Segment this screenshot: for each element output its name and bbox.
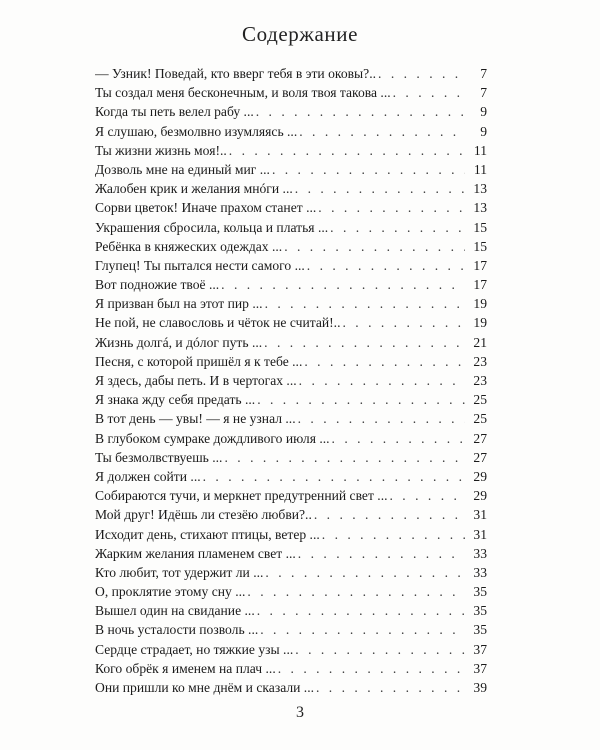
toc-dot-leader bbox=[256, 102, 465, 121]
toc-entry bbox=[95, 256, 487, 275]
toc-entry-title: Глупец! Ты пытался нести самого ... bbox=[95, 257, 305, 273]
toc-entry-title: Вышел один на свидание ... bbox=[95, 603, 255, 619]
toc-entry-title: Кого обрёк я именем на плач ... bbox=[95, 660, 276, 676]
toc-entry bbox=[95, 83, 487, 102]
toc-dot-leader bbox=[322, 525, 465, 544]
toc-entry-page: 39 bbox=[473, 680, 487, 695]
toc-dot-leader bbox=[390, 486, 466, 505]
toc-entry-page: 11 bbox=[473, 142, 487, 158]
toc-entry bbox=[95, 333, 487, 352]
toc-dot-leader bbox=[316, 678, 465, 697]
toc-dot-leader bbox=[221, 275, 465, 294]
toc-entry bbox=[95, 640, 487, 659]
toc-entry bbox=[95, 313, 487, 332]
toc-entry bbox=[95, 294, 487, 313]
toc-entry-page: 25 bbox=[473, 392, 487, 408]
toc-dot-leader bbox=[247, 582, 465, 601]
toc-entry bbox=[95, 544, 487, 563]
toc-entry-title: О, проклятие этому сну ... bbox=[95, 584, 246, 600]
toc-dot-leader bbox=[342, 313, 465, 332]
toc-entry bbox=[95, 352, 487, 371]
toc-entry-title: Вот подножие твоё ... bbox=[95, 277, 220, 293]
toc-dot-leader bbox=[298, 544, 465, 563]
toc-entry-page: 19 bbox=[473, 315, 487, 331]
toc-entry-title: Я знака жду себя предать ... bbox=[95, 392, 256, 408]
toc-entry bbox=[95, 601, 487, 620]
toc-entry bbox=[95, 563, 487, 582]
toc-dot-leader bbox=[257, 390, 465, 409]
page-title: Содержание bbox=[241, 22, 359, 46]
toc-entry-page: 19 bbox=[473, 296, 487, 312]
table-of-contents bbox=[95, 64, 487, 697]
toc-entry bbox=[95, 198, 487, 217]
toc-entry-title: Ты жизни жизнь моя!.. bbox=[95, 142, 227, 158]
toc-dot-leader bbox=[299, 371, 465, 390]
toc-dot-leader bbox=[203, 467, 465, 486]
toc-dot-leader bbox=[304, 352, 465, 371]
toc-dot-leader bbox=[299, 122, 465, 141]
toc-entry bbox=[95, 102, 487, 121]
toc-entry-page: 35 bbox=[473, 622, 487, 638]
page-number: 3 bbox=[296, 704, 304, 721]
toc-entry bbox=[95, 237, 487, 256]
toc-entry bbox=[95, 448, 487, 467]
toc-entry-title: Ребёнка в княжеских одеждах ... bbox=[95, 238, 283, 254]
toc-entry-page: 17 bbox=[473, 277, 487, 293]
toc-entry-title: Жарким желания пламенем свет ... bbox=[95, 545, 296, 561]
toc-dot-leader bbox=[229, 141, 465, 160]
toc-entry-title: В ночь усталости позволь ... bbox=[95, 622, 259, 638]
toc-dot-leader bbox=[314, 505, 465, 524]
toc-entry-page: 29 bbox=[473, 468, 487, 484]
toc-entry bbox=[95, 179, 487, 198]
toc-entry bbox=[95, 218, 487, 237]
toc-entry bbox=[95, 486, 487, 505]
toc-entry-title: — Узник! Поведай, кто вверг тебя в эти оковы?.. bbox=[95, 66, 377, 81]
toc-dot-leader bbox=[330, 218, 465, 237]
toc-dot-leader bbox=[224, 448, 465, 467]
toc-entry-page: 13 bbox=[473, 181, 487, 197]
toc-entry-page: 27 bbox=[473, 449, 487, 465]
toc-entry-page: 21 bbox=[473, 334, 487, 350]
toc-entry-title: В глубоком сумраке дождливого июля ... bbox=[95, 430, 330, 446]
toc-dot-leader bbox=[284, 237, 465, 256]
toc-dot-leader bbox=[272, 160, 465, 179]
toc-entry-page: 13 bbox=[473, 200, 487, 216]
toc-entry-page: 37 bbox=[473, 641, 487, 657]
toc-dot-leader bbox=[318, 198, 465, 217]
toc-entry bbox=[95, 390, 487, 409]
toc-entry-page: 27 bbox=[473, 430, 487, 446]
toc-entry bbox=[95, 64, 487, 83]
toc-entry bbox=[95, 160, 487, 179]
toc-entry-page: 33 bbox=[473, 564, 487, 580]
toc-entry bbox=[95, 122, 487, 141]
toc-entry-page: 31 bbox=[473, 507, 487, 523]
toc-entry-page: 31 bbox=[473, 526, 487, 542]
toc-entry bbox=[95, 429, 487, 448]
toc-entry-title: Ты создал меня бесконечным, и воля твоя такова ... bbox=[95, 85, 391, 101]
toc-entry-page: 9 bbox=[480, 104, 487, 120]
toc-entry-page: 15 bbox=[473, 219, 487, 235]
toc-entry bbox=[95, 582, 487, 601]
toc-entry-page: 37 bbox=[473, 660, 487, 676]
toc-entry bbox=[95, 505, 487, 524]
toc-entry bbox=[95, 659, 487, 678]
toc-entry-page: 33 bbox=[473, 545, 487, 561]
toc-entry-page: 29 bbox=[473, 488, 487, 504]
toc-entry bbox=[95, 620, 487, 639]
toc-entry-title: Жалобен крик и желания мнóги ... bbox=[95, 181, 293, 197]
toc-entry-title: Сердце страдает, но тяжкие узы ... bbox=[95, 641, 294, 657]
toc-dot-leader bbox=[265, 294, 465, 313]
toc-entry bbox=[95, 525, 487, 544]
toc-entry-page: 35 bbox=[473, 584, 487, 600]
toc-entry-title: Они пришли ко мне днём и сказали ... bbox=[95, 680, 314, 695]
toc-entry-title: Ты безмолвствуешь ... bbox=[95, 449, 223, 465]
toc-entry-page: 17 bbox=[473, 257, 487, 273]
toc-entry-page: 23 bbox=[473, 353, 487, 369]
toc-entry-title: Украшения сбросила, кольца и платья ... bbox=[95, 219, 329, 235]
toc-dot-leader bbox=[332, 429, 465, 448]
toc-entry-title: Мой друг! Идёшь ли стезёю любви?.. bbox=[95, 507, 312, 523]
toc-entry-title: Когда ты петь велел рабу ... bbox=[95, 104, 254, 120]
toc-entry bbox=[95, 371, 487, 390]
toc-entry-title: Кто любит, тот удержит ли ... bbox=[95, 564, 264, 580]
toc-dot-leader bbox=[295, 179, 465, 198]
toc-dot-leader bbox=[265, 563, 465, 582]
toc-entry-title: Я здесь, дабы петь. И в чертогах ... bbox=[95, 373, 297, 388]
toc-dot-leader bbox=[378, 64, 465, 83]
toc-entry-page: 7 bbox=[480, 66, 487, 81]
toc-entry-page: 25 bbox=[473, 411, 487, 427]
toc-entry-page: 11 bbox=[473, 161, 487, 177]
toc-dot-leader bbox=[260, 620, 465, 639]
toc-entry-page: 35 bbox=[473, 603, 487, 619]
toc-entry bbox=[95, 141, 487, 160]
toc-entry-title: Жизнь долгá, и дóлог путь ... bbox=[95, 334, 263, 350]
toc-dot-leader bbox=[257, 601, 465, 620]
toc-entry-title: Я призван был на этот пир ... bbox=[95, 296, 263, 312]
toc-dot-leader bbox=[295, 640, 465, 659]
toc-entry-title: Собираются тучи, и меркнет предутренний свет ... bbox=[95, 488, 388, 504]
toc-dot-leader bbox=[264, 333, 465, 352]
toc-entry-title: Песня, с которой пришёл я к тебе ... bbox=[95, 353, 303, 369]
toc-entry bbox=[95, 409, 487, 428]
toc-entry bbox=[95, 467, 487, 486]
toc-entry-title: Я слушаю, безмолвно изумляясь ... bbox=[95, 123, 298, 139]
toc-entry-title: Дозволь мне на единый миг ... bbox=[95, 161, 270, 177]
toc-dot-leader bbox=[298, 409, 465, 428]
toc-entry-page: 15 bbox=[473, 238, 487, 254]
toc-entry bbox=[95, 275, 487, 294]
toc-entry-title: Исходит день, стихают птицы, ветер ... bbox=[95, 526, 320, 542]
toc-entry-page: 7 bbox=[480, 85, 487, 101]
toc-entry bbox=[95, 678, 487, 697]
toc-entry-title: Я должен сойти ... bbox=[95, 468, 201, 484]
toc-entry-page: 23 bbox=[473, 373, 487, 388]
toc-dot-leader bbox=[307, 256, 465, 275]
toc-entry-title: В тот день — увы! — я не узнал ... bbox=[95, 411, 296, 427]
toc-entry-page: 9 bbox=[480, 123, 487, 139]
toc-dot-leader bbox=[278, 659, 465, 678]
toc-entry-title: Не пой, не славословь и чёток не считай!.. bbox=[95, 315, 341, 331]
toc-dot-leader bbox=[393, 83, 465, 102]
toc-entry-title: Сорви цветок! Иначе прахом станет ... bbox=[95, 200, 317, 216]
